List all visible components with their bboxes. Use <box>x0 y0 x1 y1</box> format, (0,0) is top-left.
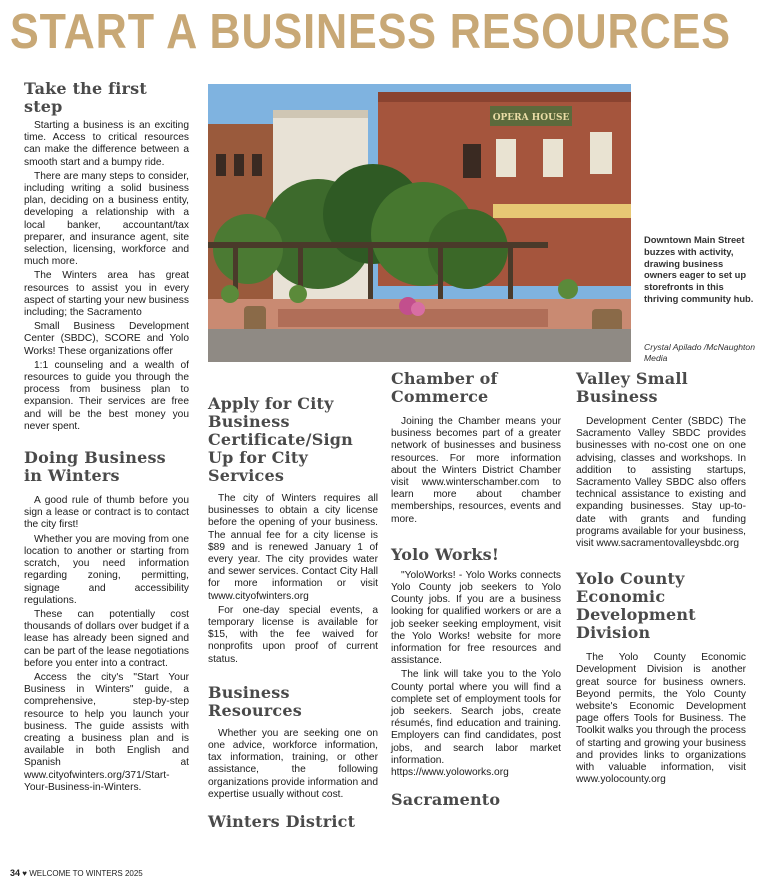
paragraph: The city of Winters requires all businesses to obtain a city license before the opening of your business. The annual fee for a city license is $89 and is renewed January 1 of every year. The city provides water and sewer services. Contact City Hall for more information or visit twww.cityofwinters.org <box>208 493 378 602</box>
heading-yolo-county-economic-development: Yolo County Economic Development Division <box>576 569 696 643</box>
opera-house-sign: OPERA HOUSE <box>492 113 570 123</box>
paragraph: The Yolo County Economic Development Division is another great source for business owners. Beyond permits, the Yolo County website's Economic Development page offers Tools for Business. The Toolkit walks you through the process of starting and growing your business and provides links to organizations with valuable information, visit www.yolocounty.org <box>576 652 746 786</box>
paragraph: Joining the Chamber means your business becomes part of a greater network of businesses and business resources. For more information about the Winters District Chamber visit www.winterschamber.com to learn more about chamber memberships, resources, events and more. <box>391 416 561 525</box>
publication-name: WELCOME TO WINTERS 2025 <box>29 869 143 878</box>
heading-business-resources: Business Resources <box>208 682 302 720</box>
paragraph: The Winters area has great resources to assist you in every aspect of starting your new business including; the Sacramento <box>24 270 189 319</box>
paragraph: "YoloWorks! - Yolo Works connects Yolo County job seekers to Yolo County jobs. If you are a business looking for qualified workers or are a job seeker seeking employment, visit the Yolo Works! website for more information for free resources and assistance. <box>391 569 561 667</box>
heading-chamber-of-commerce: Chamber of Commerce <box>391 369 498 406</box>
paragraph: These can potentially cost thousands of dollars over budget if a lease has already been signed and can be part of the lease negotiations before you enter into a contract. <box>24 608 189 669</box>
column-3 <box>391 370 561 813</box>
heading-yolo-works: Yolo Works! <box>391 544 500 564</box>
heading-apply-city-certificate: Apply for City Business Certificate/Sign Up for City Services <box>208 394 353 485</box>
paragraph: For one-day special events, a temporary license is available for $15, with the fee waived for nonprofits upon proof of current status. <box>208 604 378 665</box>
column-2 <box>208 395 378 835</box>
heading-valley-small-business: Valley Small Business <box>576 369 688 406</box>
paragraph: A good rule of thumb before you sign a lease or contract is to contact the city first! <box>24 495 189 531</box>
paragraph: Whether you are moving from one location to another or starting from scratch, you need information regarding zoning, permitting, signage and accessibility regulations. <box>24 533 189 606</box>
paragraph: 1:1 counseling and a wealth of resources to guide you through the process from business plan to expansion. Their services are free and will be the best money you never spent. <box>24 359 189 432</box>
heading-doing-business: Doing Business in Winters <box>24 448 166 486</box>
photo-caption: Downtown Main Street buzzes with activity, drawing business owners eager to set up storefronts in this thriving community hub. <box>644 234 754 304</box>
heading-take-first-step: Take the first step <box>24 79 147 116</box>
page-footer <box>10 868 143 878</box>
heart-icon: ♥ <box>22 869 27 878</box>
paragraph: Development Center (SBDC) The Sacramento Valley SBDC provides businesses with no-cost one on one advising, classes and workshops. In addition to assisting startups, Sacramento Valley SBDC also offers technical assistance to existing and expanding businesses. Stay up-to-date with grants and funding programs available for your business, visit www.sacramentovalleysbdc.org <box>576 416 746 550</box>
page-title: START A BUSINESS RESOURCES <box>10 5 731 59</box>
paragraph: There are many steps to consider, including writing a solid business plan, deciding on a business entity, developing a relationship with a local banker, accountant/tax preparer, and insurance agent, site selection, licensing, workforce and much more. <box>24 170 189 268</box>
heading-sacramento: Sacramento <box>391 790 501 810</box>
paragraph: Small Business Development Center (SBDC), SCORE and Yolo Works! These organizations offer <box>24 321 189 357</box>
column-1 <box>24 80 189 796</box>
paragraph: Access the city's "Start Your Business in Winters" guide, a comprehensive, step-by-step resource to help you launch your business. The guide assists with creating a business plan and is available in both English and Spanish at www.cityofwinters.org/371/Start-Your-Business-in-Winters. <box>24 671 189 793</box>
paragraph: Starting a business is an exciting time. Access to critical resources can make the difference between a smooth start and a bumpy ride. <box>24 120 189 168</box>
paragraph: Whether you are seeking one on one advice, workforce information, tax information, training, or other assistance, the following organizations provide information and expertise usually without cost. <box>208 727 378 800</box>
heading-winters-district: Winters District <box>208 812 356 832</box>
photo-credit: Crystal Apilado /McNaughton Media <box>644 342 755 363</box>
main-street-photo <box>208 84 631 362</box>
paragraph: The link will take you to the Yolo County portal where you will find a complete set of employment tools for job seekers. Search jobs, create résumés, find education and training. Employers can find candidates, post jobs, and search labor market information. https://www.yoloworks.org <box>391 669 561 779</box>
page-number: 34 <box>10 868 21 878</box>
column-4 <box>576 370 746 788</box>
